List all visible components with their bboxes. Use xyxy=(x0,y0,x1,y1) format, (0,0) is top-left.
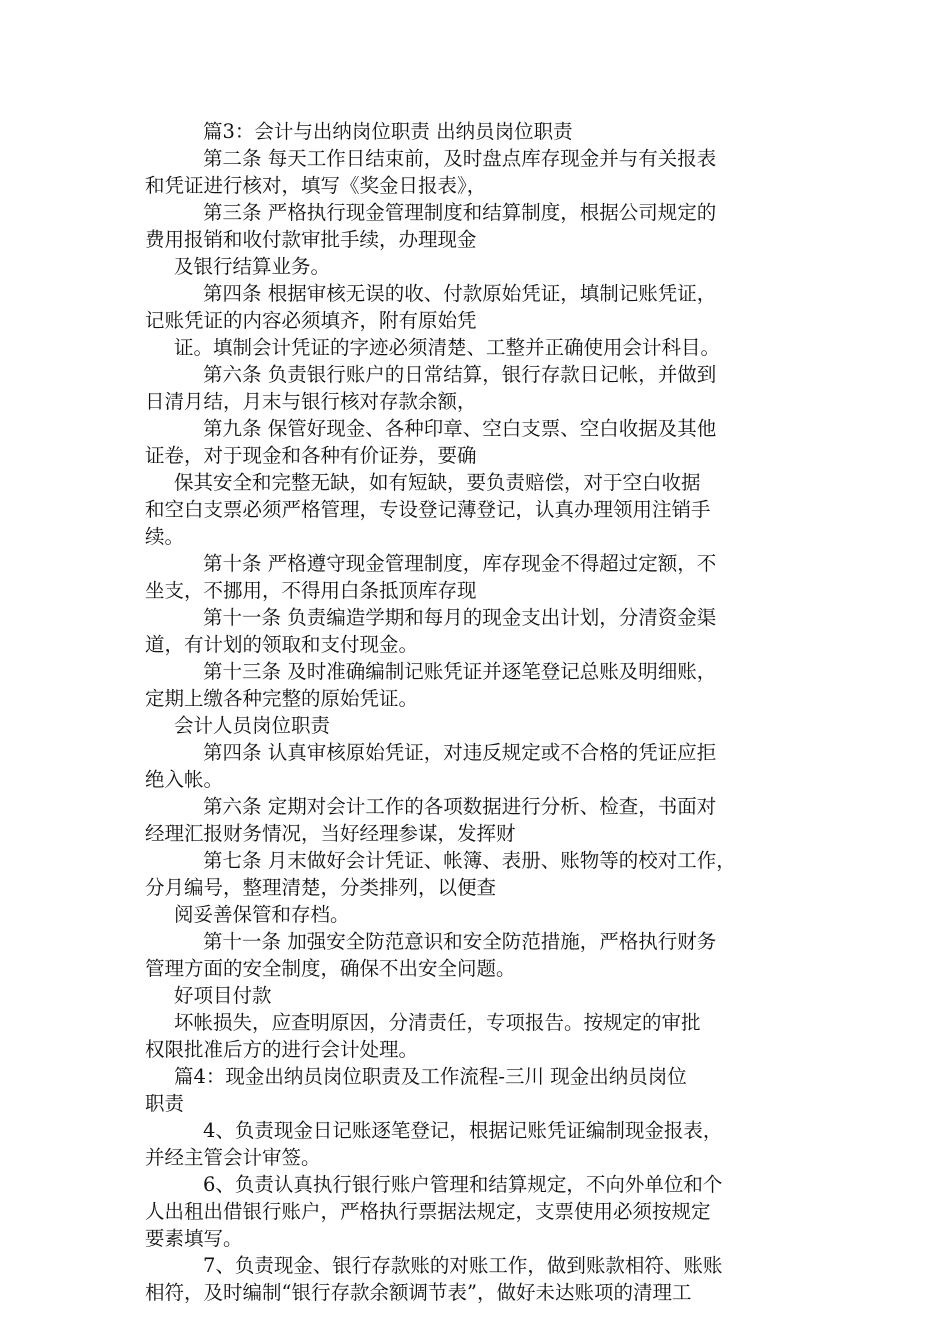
text-line: 会计人员岗位职责 xyxy=(174,714,331,737)
text-line: 和空白支票必须严格管理，专设登记薄登记，认真办理领用注销手 xyxy=(145,498,711,521)
text-line: 人出租出借银行账户，严格执行票据法规定，支票使用必须按规定 xyxy=(145,1200,711,1223)
text-line: 第九条 保管好现金、各种印章、空白支票、空白收据及其他 xyxy=(203,417,717,440)
text-line: 费用报销和收付款审批手续，办理现金 xyxy=(145,228,477,251)
text-line: 好项目付款 xyxy=(174,984,272,1007)
text-line: 经理汇报财务情况，当好经理参谋，发挥财 xyxy=(145,822,516,845)
text-line: 第三条 严格执行现金管理制度和结算制度，根据公司规定的 xyxy=(203,201,717,224)
text-line: 7、负责现金、银行存款账的对账工作，做到账款相符、账账 xyxy=(203,1254,723,1277)
text-line: 及银行结算业务。 xyxy=(174,255,331,278)
text-line: 道，有计划的领取和支付现金。 xyxy=(145,633,419,656)
text-line: 第四条 根据审核无误的收、付款原始凭证，填制记账凭证， xyxy=(203,282,717,305)
text-line: 日清月结，月末与银行核对存款余额， xyxy=(145,390,477,413)
text-line: 并经主管会计审签。 xyxy=(145,1146,321,1169)
text-line: 职责 xyxy=(145,1092,185,1115)
text-line: 续。 xyxy=(145,525,185,548)
text-line: 坏帐损失，应查明原因，分清责任，专项报告。按规定的审批 xyxy=(174,1011,701,1034)
text-line: 第二条 每天工作日结束前，及时盘点库存现金并与有关报表 xyxy=(203,147,717,170)
text-line: 管理方面的安全制度，确保不出安全问题。 xyxy=(145,957,516,980)
text-line: 权限批准后方的进行会计处理。 xyxy=(145,1038,419,1061)
text-line: 第十三条 及时准确编制记账凭证并逐笔登记总账及明细账， xyxy=(203,660,717,683)
text-line: 第六条 负责银行账户的日常结算，银行存款日记帐，并做到 xyxy=(203,363,717,386)
text-line: 第七条 月末做好会计凭证、帐簿、表册、账物等的校对工作， xyxy=(203,849,736,872)
text-line: 相符，及时编制“银行存款余额调节表”，做好未达账项的清理工 xyxy=(145,1281,692,1304)
text-line: 6、负责认真执行银行账户管理和结算规定，不向外单位和个 xyxy=(203,1173,723,1196)
text-line: 第四条 认真审核原始凭证，对违反规定或不合格的凭证应拒 xyxy=(203,741,717,764)
text-line: 第十条 严格遵守现金管理制度，库存现金不得超过定额，不 xyxy=(203,552,717,575)
text-line: 记账凭证的内容必须填齐，附有原始凭 xyxy=(145,309,477,332)
text-line: 第十一条 加强安全防范意识和安全防范措施，严格执行财务 xyxy=(203,930,717,953)
text-line: 第十一条 负责编造学期和每月的现金支出计划，分清资金渠 xyxy=(203,606,717,629)
text-line: 保其安全和完整无缺，如有短缺，要负责赔偿，对于空白收据 xyxy=(174,471,701,494)
text-line: 分月编号，整理清楚，分类排列，以便查 xyxy=(145,876,497,899)
text-line: 要素填写。 xyxy=(145,1227,243,1250)
text-line: 篇3：会计与出纳岗位职责 出纳员岗位职责 xyxy=(203,120,573,143)
text-line: 坐支，不挪用，不得用白条抵顶库存现 xyxy=(145,579,477,602)
text-line: 证。填制会计凭证的字迹必须清楚、工整并正确使用会计科目。 xyxy=(174,336,721,359)
text-line: 篇4：现金出纳员岗位职责及工作流程-三川 现金出纳员岗位 xyxy=(174,1065,687,1088)
text-line: 和凭证进行核对，填写《奖金日报表》， xyxy=(145,174,487,197)
text-line: 第六条 定期对会计工作的各项数据进行分析、检查，书面对 xyxy=(203,795,717,818)
text-line: 证卷，对于现金和各种有价证券，要确 xyxy=(145,444,477,467)
text-line: 定期上缴各种完整的原始凭证。 xyxy=(145,687,419,710)
text-line: 4、负责现金日记账逐笔登记，根据记账凭证编制现金报表， xyxy=(203,1119,723,1142)
document-body xyxy=(145,118,810,1306)
text-line: 阅妥善保管和存档。 xyxy=(174,903,350,926)
text-line: 绝入帐。 xyxy=(145,768,224,791)
